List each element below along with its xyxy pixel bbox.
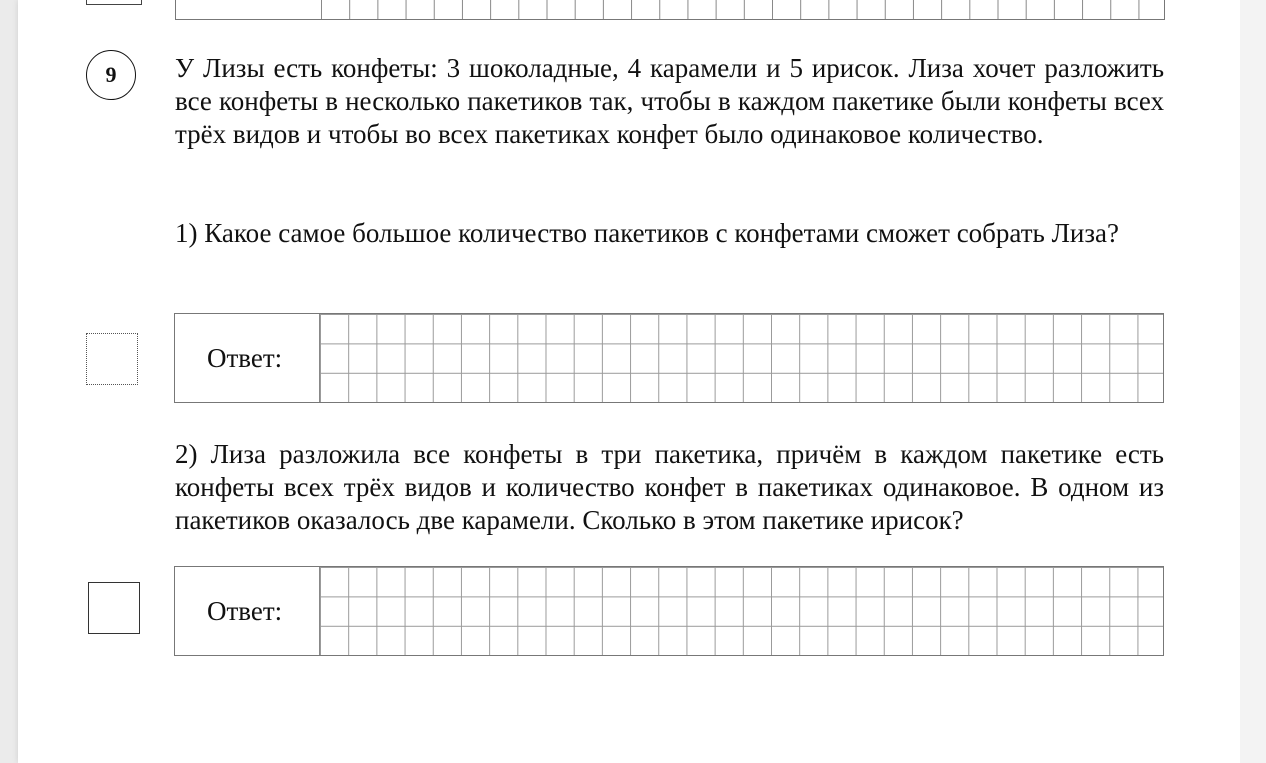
question-2-line-2: конфеты всех трёх видов и количество конфет в пакетиках одинаковое. В одном [175,472,1130,502]
question-1-text [175,217,1164,250]
exam-page [18,0,1240,763]
answer-box-2[interactable] [174,566,1164,656]
answer-box-1[interactable] [174,313,1164,403]
question-1-line-2: Лиза? [1051,218,1119,248]
task-text-line-3: были конфеты всех трёх видов и чтобы во всех пакетиках конфет было [175,86,1165,149]
question-2-text [175,438,1164,537]
score-box-1 [86,333,138,385]
task-number-circle [86,50,136,100]
answer-grid-2[interactable] [319,567,1163,655]
question-2-line-1: 2) Лиза разложила все конфеты в три пакетика, причём в каждом пакетике есть [175,439,1164,469]
answer-label-1: Ответ: [207,342,283,373]
previous-answer-grid [175,0,1165,20]
task-text [175,52,1164,151]
task-number: 9 [105,62,117,87]
previous-answer-cells [321,0,1164,19]
score-box-2 [88,582,140,634]
task-text-line-2: разложить все конфеты в несколько пакетиков так, чтобы в каждом пакетике [175,53,1165,116]
question-2-line-3: из пакетиков оказалось две карамели. Сколько в этом пакетике ирисок? [175,472,1164,535]
answer-grid-1[interactable] [319,314,1163,402]
answer-label-2: Ответ: [207,595,283,626]
viewer-side-strip [1240,0,1266,763]
task-text-line-4: одинаковое количество. [770,119,1044,149]
question-1-line-1: 1) Какое самое большое количество пакетиков с конфетами сможет собрать [175,218,1045,248]
task-text-line-1: У Лизы есть конфеты: 3 шоколадные, 4 карамели и 5 ирисок. Лиза хочет [175,53,1036,83]
previous-score-box [86,0,142,5]
